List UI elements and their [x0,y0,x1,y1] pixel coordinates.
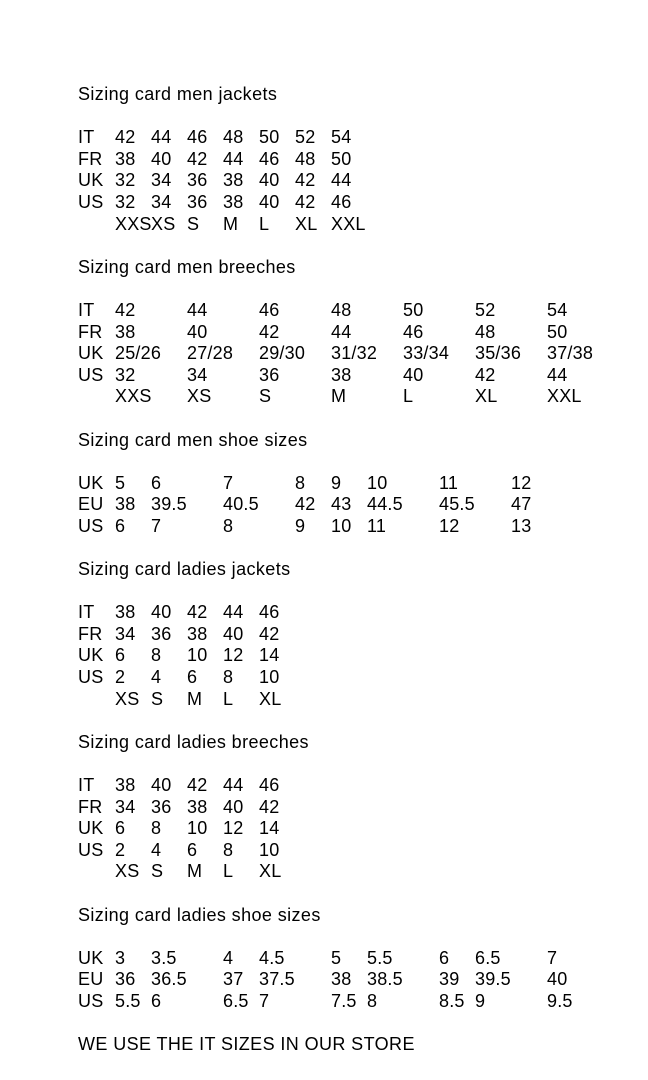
section-title: Sizing card men shoe sizes [78,429,308,450]
row-label: EU [78,494,104,515]
size-cell: 9 [331,472,342,493]
size-cell: 12 [511,472,532,493]
row-label: US [78,667,104,688]
size-cell: 52 [475,299,496,320]
size-cell: 4 [223,947,234,968]
size-cell: 39.5 [151,494,187,515]
size-cell: 37 [223,969,244,990]
size-cell: 44.5 [367,494,403,515]
size-cell: 4 [151,667,162,688]
size-cell: 54 [547,299,568,320]
size-name-cell: M [223,213,239,234]
size-cell: 34 [115,623,136,644]
size-cell: 37/38 [547,343,594,364]
size-cell: 10 [187,645,208,666]
row-label: UK [78,645,104,666]
size-cell: 8 [151,818,162,839]
size-cell: 7 [547,947,558,968]
size-cell: 6.5 [475,947,501,968]
size-cell: 48 [295,148,316,169]
row-label: US [78,191,104,212]
size-cell: 45.5 [439,494,475,515]
size-cell: 4 [151,839,162,860]
size-cell: 48 [475,321,496,342]
size-name-cell: L [403,386,414,407]
size-cell: 46 [331,191,352,212]
size-cell: 48 [331,299,352,320]
size-cell: 46 [259,299,280,320]
size-cell: 40 [151,775,172,795]
size-cell: 27/28 [187,343,234,364]
size-cell: 38.5 [367,969,403,990]
size-cell: 8 [223,515,234,536]
size-name-cell: L [223,688,234,709]
size-cell: 6.5 [223,990,249,1011]
size-cell: 36 [151,796,172,817]
size-cell: 6 [439,947,450,968]
size-cell: 52 [295,127,316,148]
size-cell: 34 [151,191,172,212]
size-cell: 6 [187,839,198,860]
size-cell: 31/32 [331,343,378,364]
size-cell: 34 [187,364,208,385]
size-cell: 42 [475,364,496,385]
size-cell: 5 [331,947,342,968]
row-label: FR [78,321,103,342]
size-cell: 34 [115,796,136,817]
size-cell: 43 [331,494,352,515]
size-cell: 9 [475,990,486,1011]
size-name-cell: XL [295,213,318,234]
section-title: Sizing card men breeches [78,256,296,277]
size-cell: 42 [187,775,208,795]
row-label: IT [78,775,95,795]
size-cell: 29/30 [259,343,306,364]
size-cell: 12 [439,515,460,536]
size-cell: 14 [259,645,280,666]
size-cell: 7 [223,472,234,493]
size-cell: 54 [331,127,352,148]
size-cell: 42 [259,796,280,817]
size-cell: 35/36 [475,343,522,364]
size-cell: 46 [187,127,208,148]
size-cell: 46 [259,775,280,795]
size-cell: 7 [259,990,270,1011]
size-cell: 46 [403,321,424,342]
size-cell: 50 [259,127,280,148]
size-name-cell: S [151,861,164,882]
row-label: FR [78,796,103,817]
size-cell: 40.5 [223,494,259,515]
size-cell: 44 [151,127,172,148]
size-cell: 40 [187,321,208,342]
size-cell: 5.5 [115,990,141,1011]
size-cell: 11 [439,472,459,493]
size-cell: 37.5 [259,969,295,990]
size-cell: 42 [259,623,280,644]
size-cell: 44 [223,148,244,169]
size-cell: 38 [115,148,136,169]
row-label: IT [78,602,95,623]
section-title: Sizing card ladies shoe sizes [78,904,321,925]
size-cell: 12 [223,645,244,666]
size-cell: 6 [151,472,162,493]
size-cell: 8 [151,645,162,666]
row-label: UK [78,343,104,364]
size-cell: 36 [187,170,208,191]
row-label: UK [78,170,104,191]
size-cell: 44 [331,321,352,342]
size-cell: 42 [259,321,280,342]
size-cell: 7.5 [331,990,357,1011]
size-cell: 38 [331,969,352,990]
size-name-cell: L [259,213,270,234]
size-cell: 40 [223,796,244,817]
size-name-cell: XL [259,861,282,882]
size-name-cell: XL [475,386,498,407]
size-cell: 50 [547,321,568,342]
size-cell: 40 [259,170,280,191]
size-cell: 40 [223,623,244,644]
size-cell: 47 [511,494,532,515]
size-name-cell: S [151,688,164,709]
size-cell: 8 [223,839,234,860]
size-cell: 2 [115,839,126,860]
section-title: Sizing card men jackets [78,84,278,104]
size-cell: 25/26 [115,343,162,364]
size-cell: 6 [187,667,198,688]
row-label: US [78,990,104,1011]
size-cell: 32 [115,191,136,212]
size-cell: 40 [259,191,280,212]
size-name-cell: S [259,386,272,407]
size-cell: 8 [367,990,378,1011]
size-cell: 6 [115,818,126,839]
size-cell: 2 [115,667,126,688]
size-cell: 11 [367,515,387,536]
size-name-cell: XL [259,688,282,709]
size-cell: 40 [403,364,424,385]
size-name-cell: M [187,861,203,882]
size-cell: 46 [259,602,280,623]
size-cell: 38 [331,364,352,385]
row-label: US [78,364,104,385]
size-cell: 40 [151,602,172,623]
size-cell: 38 [115,321,136,342]
size-cell: 38 [115,775,136,795]
row-label: FR [78,623,103,644]
size-cell: 44 [331,170,352,191]
row-label: US [78,515,104,536]
size-cell: 3.5 [151,947,177,968]
size-cell: 5.5 [367,947,393,968]
size-cell: 39.5 [475,969,511,990]
row-label: UK [78,947,104,968]
size-name-cell: XXS [115,213,152,234]
size-cell: 42 [187,148,208,169]
size-cell: 42 [295,170,316,191]
row-label: UK [78,818,104,839]
size-cell: 38 [115,494,136,515]
size-cell: 36.5 [151,969,187,990]
size-cell: 36 [151,623,172,644]
size-cell: 38 [223,191,244,212]
size-cell: 10 [187,818,208,839]
size-name-cell: XS [115,688,140,709]
size-cell: 9 [295,515,306,536]
size-cell: 10 [367,472,388,493]
size-cell: 38 [187,796,208,817]
size-cell: 40 [547,969,568,990]
size-cell: 44 [223,602,244,623]
size-cell: 42 [295,191,316,212]
row-label: EU [78,969,104,990]
size-cell: 7 [151,515,162,536]
section-title: Sizing card ladies jackets [78,559,291,580]
size-cell: 44 [223,775,244,795]
size-cell: 42 [187,602,208,623]
size-cell: 38 [115,602,136,623]
row-label: IT [78,127,95,148]
row-label: FR [78,148,103,169]
size-cell: 32 [115,364,136,385]
size-cell: 48 [223,127,244,148]
size-cell: 12 [223,818,244,839]
size-cell: 40 [151,148,172,169]
size-cell: 14 [259,818,280,839]
size-cell: 36 [187,191,208,212]
size-cell: 10 [259,667,280,688]
footer-note: WE USE THE IT SIZES IN OUR STORE [78,1034,415,1055]
size-cell: 6 [115,645,126,666]
size-cell: 38 [187,623,208,644]
size-cell: 50 [403,299,424,320]
size-cell: 5 [115,472,126,493]
size-name-cell: M [331,386,347,407]
size-cell: 46 [259,148,280,169]
size-cell: 4.5 [259,947,285,968]
size-cell: 10 [259,839,280,860]
size-cell: 6 [115,515,126,536]
size-cell: 9.5 [547,990,573,1011]
size-name-cell: M [187,688,203,709]
size-name-cell: XS [115,861,140,882]
size-name-cell: L [223,861,234,882]
row-label: US [78,839,104,860]
size-cell: 8 [223,667,234,688]
row-label: UK [78,472,104,493]
size-cell: 39 [439,969,460,990]
size-cell: 50 [331,148,352,169]
size-cell: 3 [115,947,126,968]
size-cell: 10 [331,515,352,536]
size-cell: 6 [151,990,162,1011]
size-cell: 33/34 [403,343,450,364]
size-cell: 38 [223,170,244,191]
size-name-cell: XS [151,213,176,234]
size-cell: 36 [259,364,280,385]
size-cell: 34 [151,170,172,191]
size-name-cell: XXS [115,386,152,407]
size-cell: 42 [115,127,136,148]
size-cell: 42 [295,494,316,515]
size-cell: 44 [547,364,568,385]
section-title: Sizing card ladies breeches [78,731,309,752]
size-name-cell: XXL [547,386,582,407]
size-name-cell: S [187,213,200,234]
size-cell: 13 [511,515,532,536]
size-cell: 8.5 [439,990,465,1011]
size-cell: 8 [295,472,306,493]
size-cell: 36 [115,969,136,990]
size-cell: 32 [115,170,136,191]
size-cell: 44 [187,299,208,320]
size-name-cell: XXL [331,213,366,234]
size-name-cell: XS [187,386,212,407]
size-cell: 42 [115,299,136,320]
row-label: IT [78,299,95,320]
